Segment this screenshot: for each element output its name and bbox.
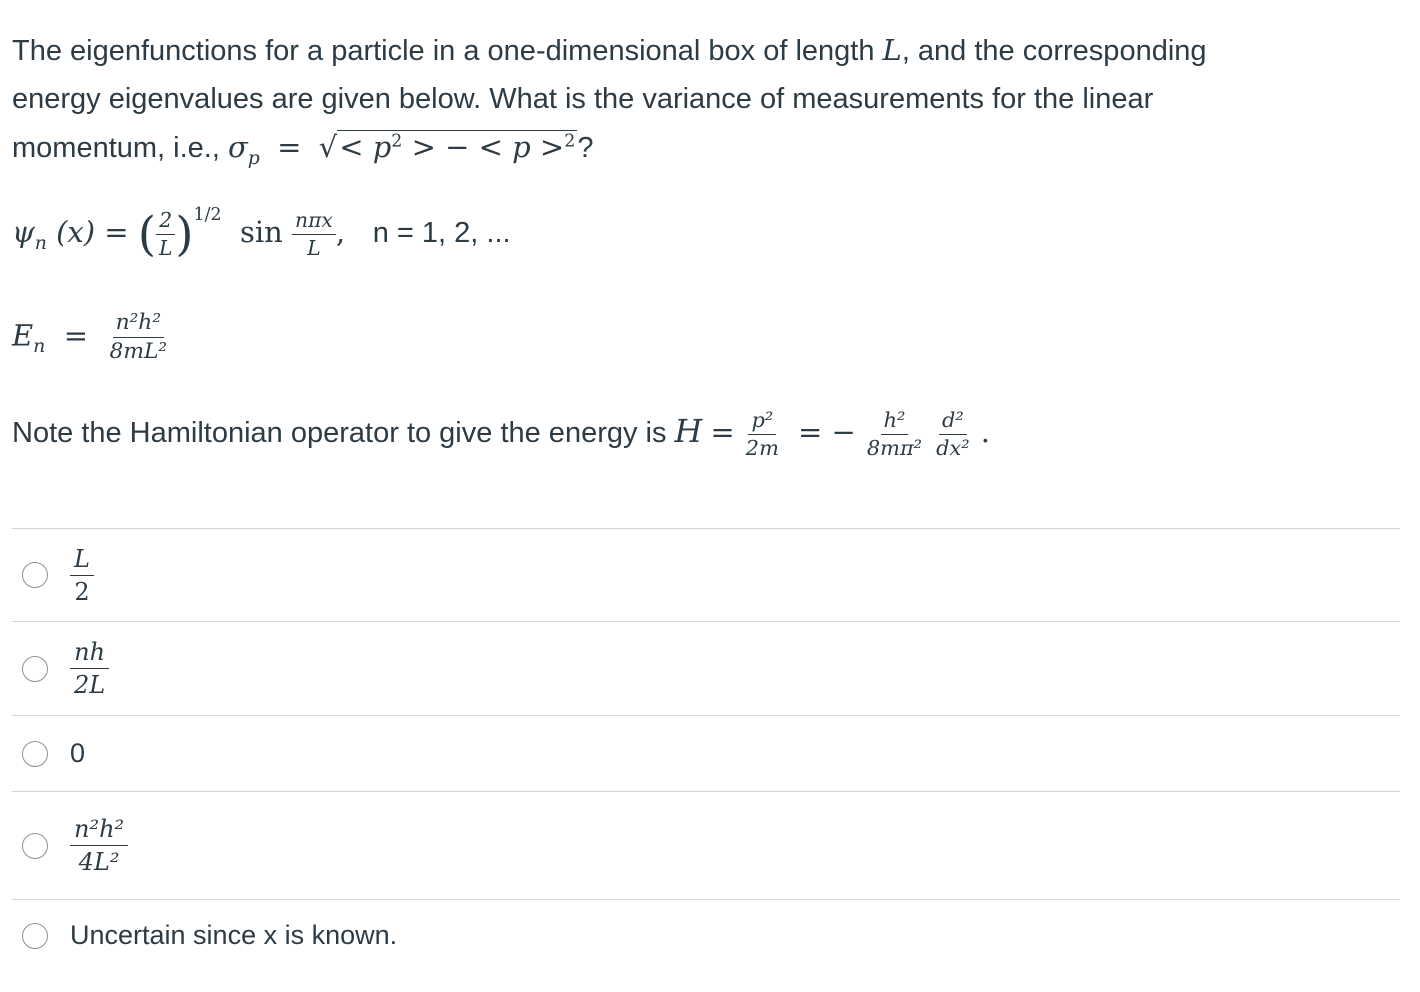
sin-argument-fraction: $\frac{\text{nπx}}{L}$	[292, 210, 336, 258]
energy-equation: $E_n$ = $\frac{\text{n²h²}}{\text{8mL²}}$	[12, 312, 170, 363]
sigma-symbol: σ	[227, 130, 248, 164]
answer-option-5[interactable]	[12, 899, 1400, 971]
question-line-1: The eigenfunctions for a particle in a one-dimensional box of length L, and the corresponding	[12, 33, 1207, 67]
sqrt-radical: √	[318, 130, 338, 164]
option-fraction: $\frac{L}{2}$	[70, 547, 94, 604]
equals-sign: =	[267, 130, 311, 164]
hamiltonian-coefficient-fraction: $\frac{\text{h²}}{\text{8mπ²}}$	[866, 408, 923, 460]
radio-button[interactable]	[22, 833, 48, 859]
radio-button[interactable]	[22, 741, 48, 767]
hamiltonian-note: Note the Hamiltonian operator to give the energy is H = $\frac{\text{p²}}{2m}$ = − $\frac{\text{h²}}{\text{8mπ²}}$ $\frac{\text{d²}}{\text{dx²}}$ .	[12, 408, 990, 460]
answer-options	[12, 528, 1400, 971]
second-derivative-fraction: $\frac{\text{d²}}{\text{dx²}}$	[936, 408, 970, 460]
answer-option-1[interactable]	[12, 528, 1400, 621]
sqrt-content: < $p^2$ > − < p >$^2$	[339, 130, 576, 164]
radio-button[interactable]	[22, 923, 48, 949]
var-L: L	[882, 33, 902, 67]
option-fraction: $\frac{nh}{2L}$	[70, 640, 109, 697]
psi-normalization-fraction: $\frac{2}{L}$	[156, 210, 175, 258]
question-line-2: energy eigenvalues are given below. What is the variance of measurements for the linear	[12, 83, 1154, 115]
question-text	[12, 26, 1402, 183]
sigma-subscript: p	[247, 147, 260, 169]
energy-fraction: $\frac{\text{n²h²}}{\text{8mL²}}$	[109, 310, 168, 364]
question-line-3: momentum, i.e., $\sigma_p$ = √< $p^2$ > − < p >$^2$?	[12, 130, 594, 169]
answer-option-2[interactable]	[12, 621, 1400, 715]
wavefunction-equation: $\psi_n$ (x) = ( $\frac{2}{L}$ )$^{1/2}$ sin $\frac{\text{nπx}}{L}$ , n = 1, 2, ...	[12, 205, 511, 261]
answer-option-4[interactable]	[12, 791, 1400, 899]
option-fraction: $\frac{\text{n²h²}}{\text{4L²}}$	[70, 817, 128, 874]
radio-button[interactable]	[22, 656, 48, 682]
answer-option-3[interactable]	[12, 715, 1400, 791]
radio-button[interactable]	[22, 562, 48, 588]
kinetic-fraction: $\frac{\text{p²}}{2m}$	[745, 408, 779, 460]
option-label: 0	[70, 738, 86, 768]
option-label: Uncertain since x is known.	[70, 920, 398, 950]
